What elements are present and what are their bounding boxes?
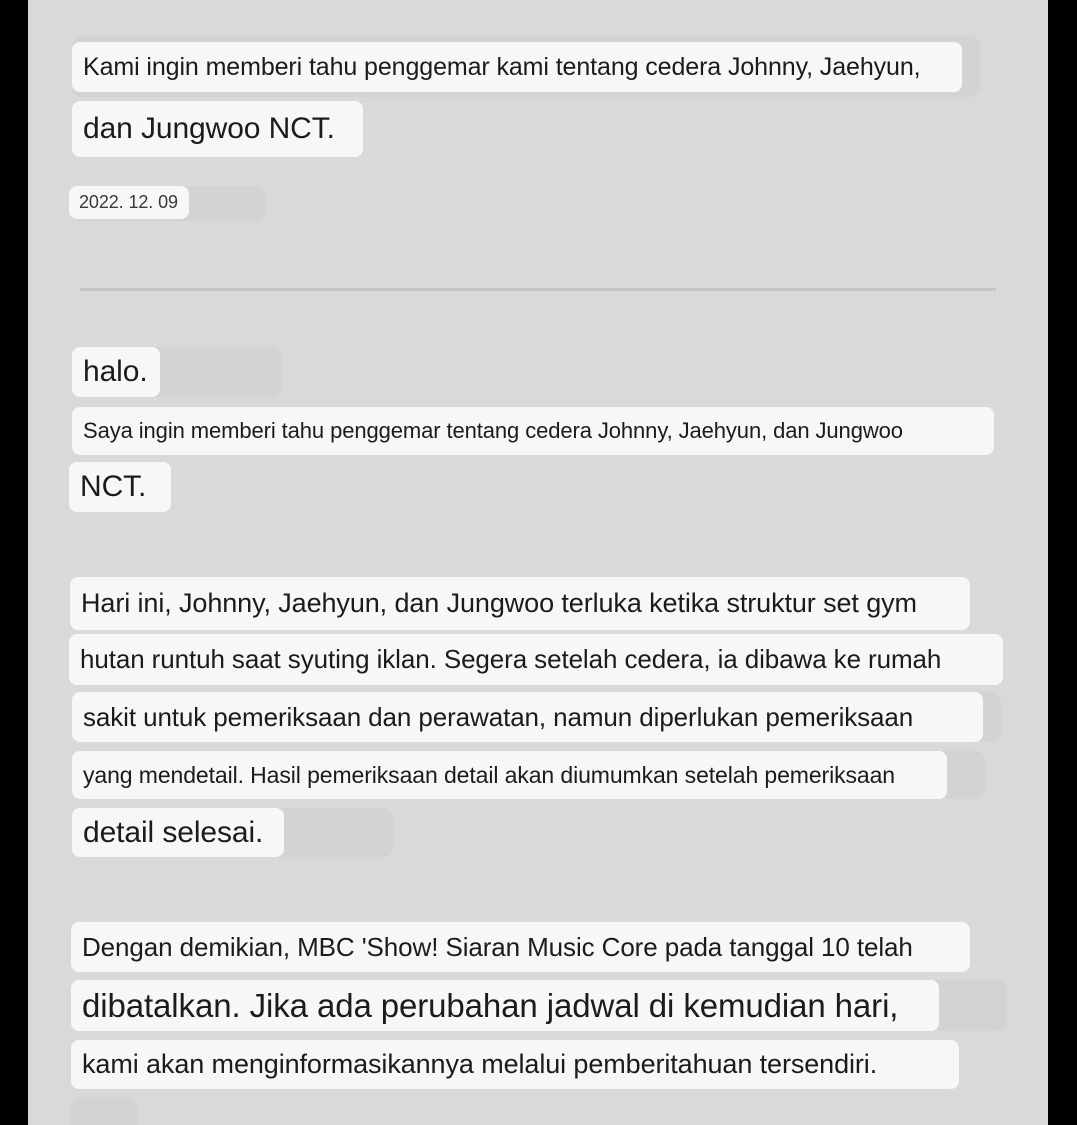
greeting-text: halo. (72, 347, 160, 397)
section-divider (80, 288, 996, 291)
paragraph-2-line-3: kami akan menginformasikannya melalui pemberitahuan tersendiri. (71, 1040, 959, 1089)
text-highlight-shadow (70, 1097, 137, 1125)
notice-date: 2022. 12. 09 (69, 186, 189, 219)
notice-title-line-2: dan Jungwoo NCT. (72, 101, 363, 157)
intro-line-2: NCT. (69, 462, 171, 512)
intro-line-1: Saya ingin memberi tahu penggemar tentang cedera Johnny, Jaehyun, dan Jungwoo (72, 407, 994, 455)
paragraph-1-line-2: hutan runtuh saat syuting iklan. Segera setelah cedera, ia dibawa ke rumah (69, 634, 1003, 685)
paragraph-2-line-1: Dengan demikian, MBC 'Show! Siaran Music Core pada tanggal 10 telah (71, 922, 970, 972)
paragraph-2-line-2: dibatalkan. Jika ada perubahan jadwal di kemudian hari, (71, 980, 939, 1031)
paragraph-1-line-4: yang mendetail. Hasil pemeriksaan detail akan diumumkan setelah pemeriksaan (72, 751, 947, 799)
notice-title-line-1: Kami ingin memberi tahu penggemar kami tentang cedera Johnny, Jaehyun, (72, 42, 962, 92)
paragraph-1-line-1: Hari ini, Johnny, Jaehyun, dan Jungwoo terluka ketika struktur set gym (70, 577, 970, 630)
notice-page (28, 0, 1048, 1125)
paragraph-1-line-5: detail selesai. (72, 808, 284, 857)
paragraph-1-line-3: sakit untuk pemeriksaan dan perawatan, namun diperlukan pemeriksaan (72, 692, 983, 742)
